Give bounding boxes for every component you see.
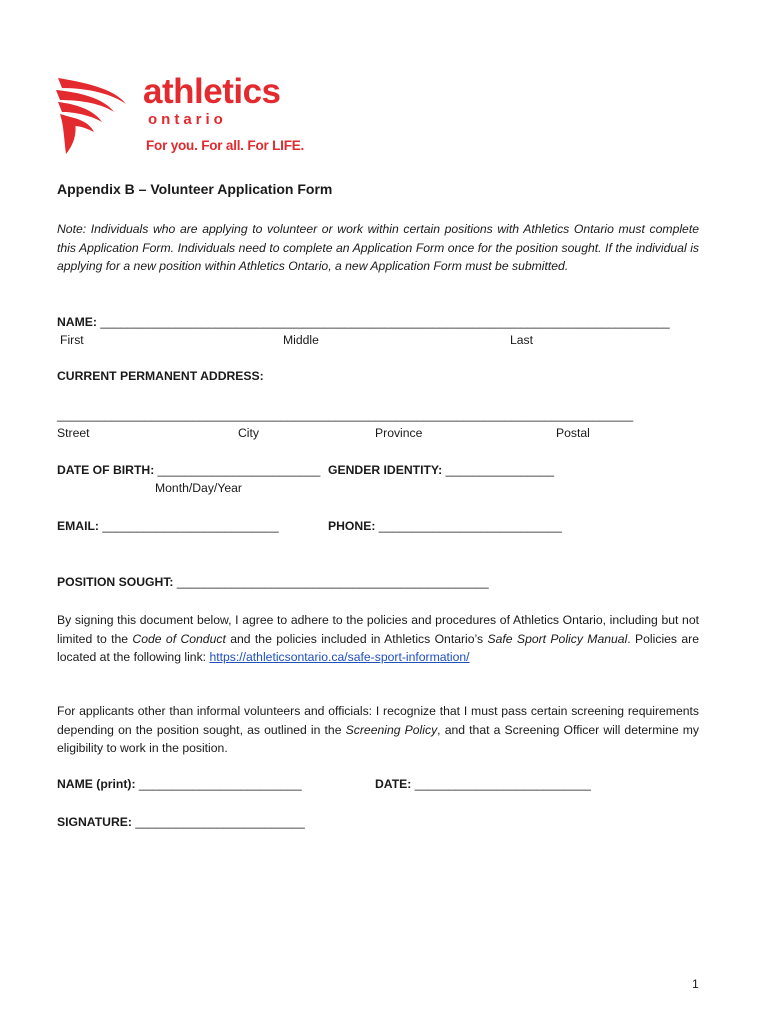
screening-policy-ref: Screening Policy xyxy=(345,722,438,737)
date-input-line[interactable]: __________________________ xyxy=(414,777,591,791)
date-label: DATE: xyxy=(375,777,412,791)
email-input-line[interactable]: __________________________ xyxy=(102,519,279,533)
print-name-input-line[interactable]: ________________________ xyxy=(138,777,302,791)
page-number: 1 xyxy=(692,977,699,991)
position-label: POSITION SOUGHT: xyxy=(57,575,174,589)
signature-input-line[interactable]: _________________________ xyxy=(135,815,305,829)
print-name-field[interactable] xyxy=(57,777,302,792)
address-province-caption: Province xyxy=(375,426,423,440)
screening-paragraph xyxy=(57,702,699,758)
logo-wordmark: athletics xyxy=(143,72,281,111)
dob-field[interactable] xyxy=(57,463,320,478)
agreement-text-2: and the policies included in Athletics Ontario’s xyxy=(225,631,488,646)
agreement-text-3: . Policies are located at the following link: xyxy=(57,631,700,664)
address-street-caption: Street xyxy=(57,426,90,440)
date-field[interactable] xyxy=(375,777,591,792)
dob-input-line[interactable]: ________________________ xyxy=(157,463,321,477)
dob-hint: Month/Day/Year xyxy=(155,481,242,495)
print-name-label: NAME (print): xyxy=(57,777,136,791)
address-label: CURRENT PERMANENT ADDRESS: xyxy=(57,369,264,383)
screening-text-1: For applicants other than informal volunteers and officials: I recognize that I must pass certain screening requirements depending on the position sought, as outlined in the xyxy=(57,704,699,737)
name-last-caption: Last xyxy=(510,333,534,347)
gender-label: GENDER IDENTITY: xyxy=(328,463,443,477)
dob-label: DATE OF BIRTH: xyxy=(57,463,155,477)
logo-tagline: For you. For all. For LIFE. xyxy=(146,138,305,153)
logo-subtitle: ontario xyxy=(148,111,227,128)
signature-field[interactable] xyxy=(57,815,305,830)
name-first-caption: First xyxy=(60,333,84,347)
name-label: NAME: xyxy=(57,315,97,329)
safe-sport-manual-ref: Safe Sport Policy Manual xyxy=(487,631,628,646)
name-field[interactable] xyxy=(57,315,670,330)
athletics-ontario-swoosh-icon xyxy=(52,74,132,158)
name-input-line[interactable]: ____________________________________________________________________________________ xyxy=(100,315,670,329)
page-title: Appendix B – Volunteer Application Form xyxy=(57,181,333,197)
signature-label: SIGNATURE: xyxy=(57,815,132,829)
safe-sport-link[interactable]: https://athleticsontario.ca/safe-sport-information/ xyxy=(209,650,470,664)
note-paragraph: Note: Individuals who are applying to volunteer or work within certain positions with Athletics Ontario must complete this Application Form. Individuals need to complete an Application Form once for the position sought. If the individual is applying for a new position within Athletics Ontario, a new Application Form must be submitted. xyxy=(57,222,699,273)
name-middle-caption: Middle xyxy=(283,333,319,347)
gender-field[interactable] xyxy=(328,463,554,478)
address-city-caption: City xyxy=(238,426,259,440)
address-input-line[interactable]: _____________________________________________________________________________________ xyxy=(57,408,634,422)
phone-input-line[interactable]: ___________________________ xyxy=(378,519,562,533)
phone-field[interactable] xyxy=(328,519,562,534)
agreement-paragraph xyxy=(57,611,699,667)
phone-label: PHONE: xyxy=(328,519,376,533)
email-label: EMAIL: xyxy=(57,519,99,533)
email-field[interactable] xyxy=(57,519,279,534)
code-of-conduct-ref: Code of Conduct xyxy=(132,631,226,646)
address-postal-caption: Postal xyxy=(556,426,590,440)
agreement-text-1: By signing this document below, I agree to adhere to the policies and procedures of Athletics Ontario, including but not limited to the xyxy=(57,613,699,646)
position-input-line[interactable]: ______________________________________________ xyxy=(176,575,489,589)
screening-text-2: , and that a Screening Officer will determine my eligibility to work in the position. xyxy=(57,722,699,755)
gender-input-line[interactable]: ________________ xyxy=(445,463,555,477)
position-field[interactable] xyxy=(57,575,489,590)
